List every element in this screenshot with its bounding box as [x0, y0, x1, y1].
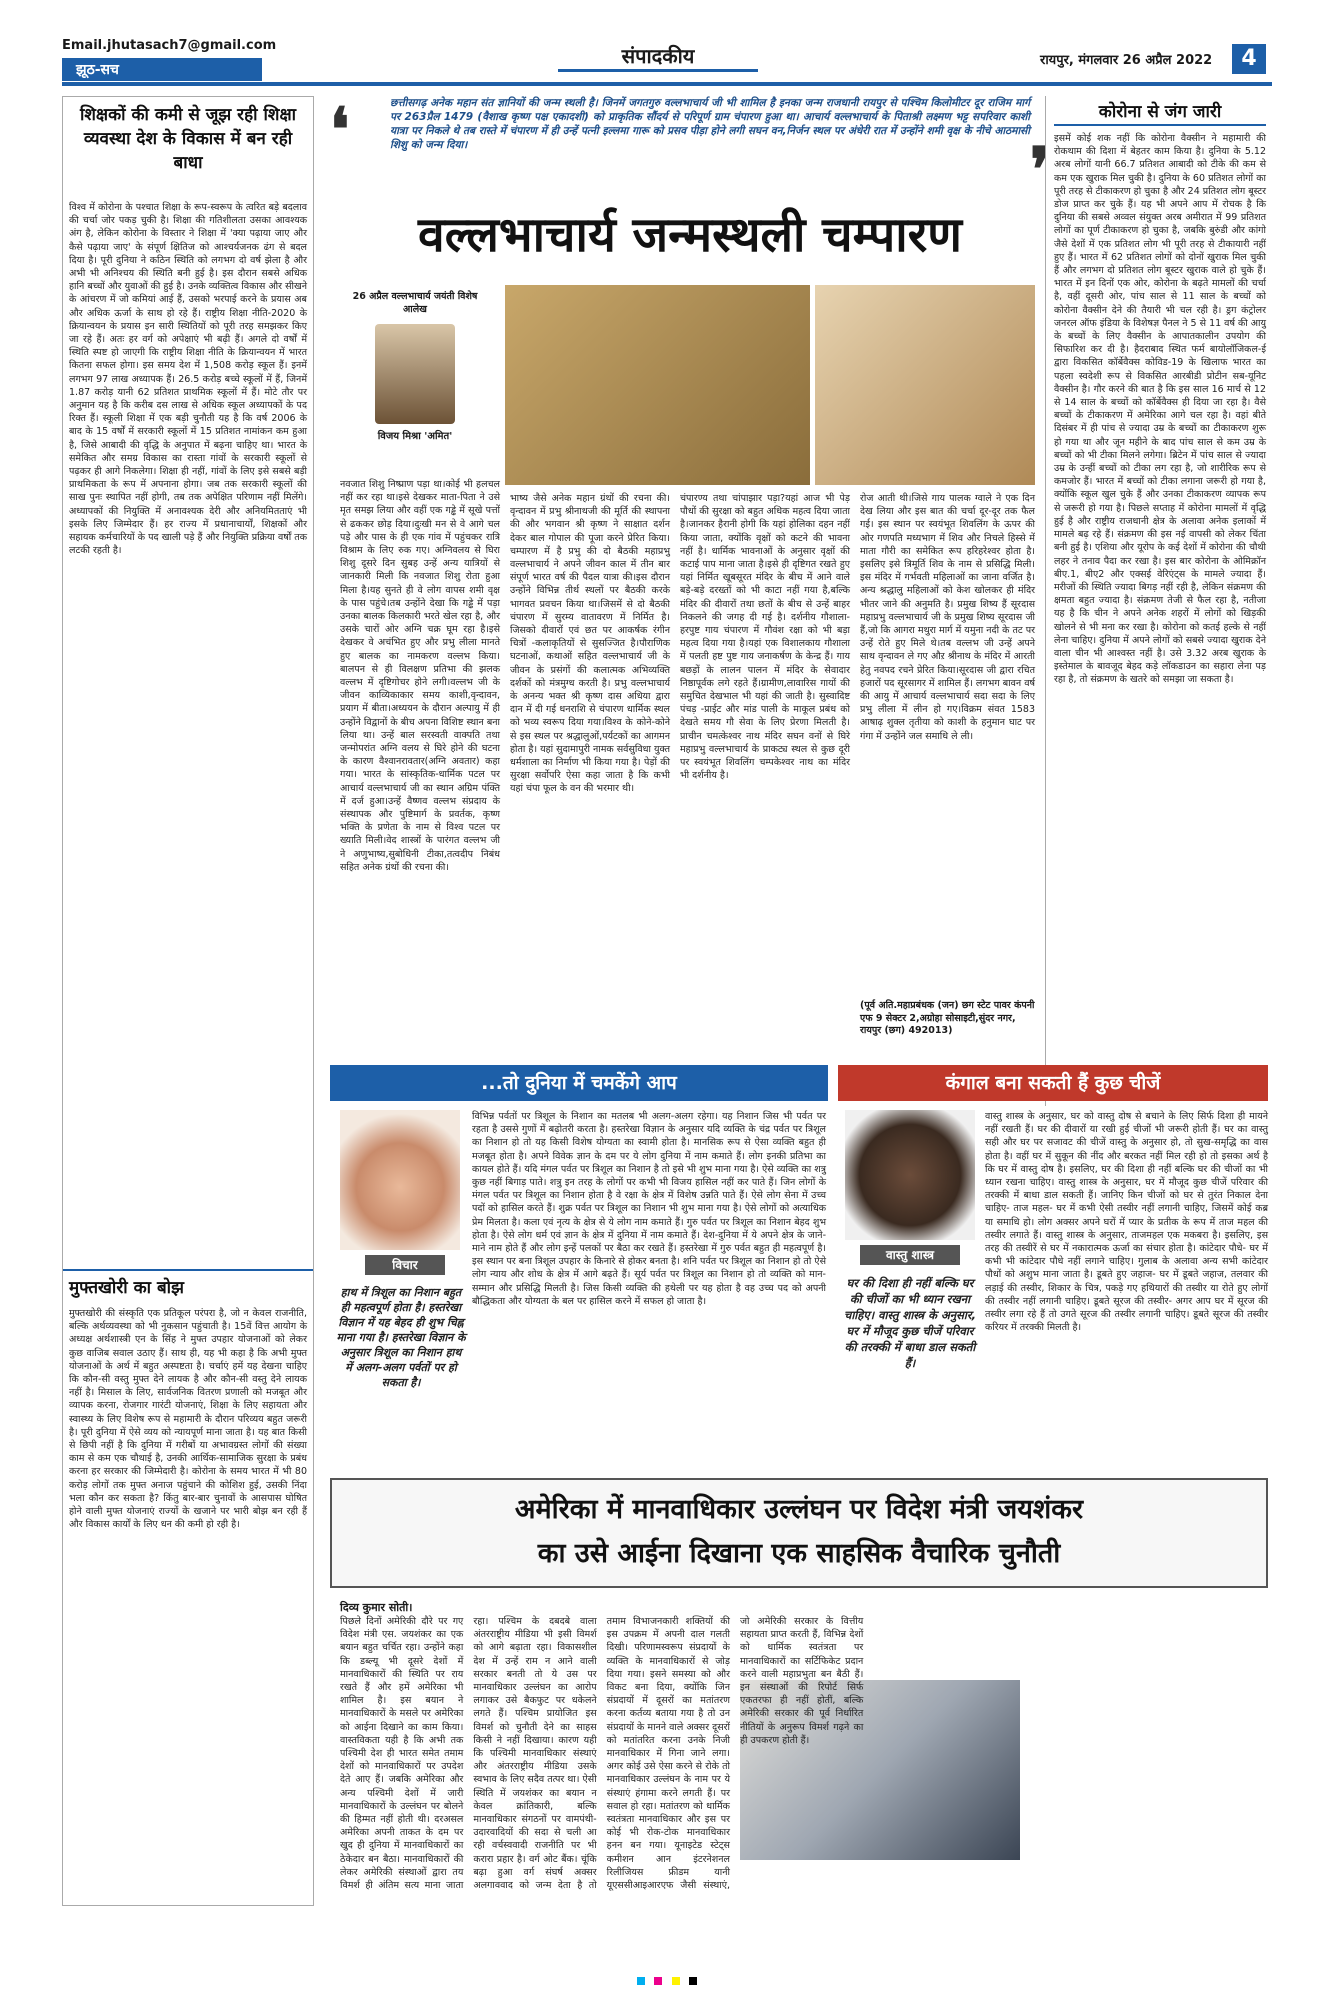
bottom-article-title-box [330, 1478, 1268, 1588]
author-photo [375, 324, 455, 424]
main-article-col-1: नवजात शिशु निष्प्राण पड़ा था।कोई भी हलचल नहीं कर रहा था।इसे देखकर माता-पिता ने उसे मृत समझ लिया और वहीं एक गड्ढे में सूखे पत्तों से ढककर छोड़ दिया।दुःखी मन से वे आगे चल पड़े और पास के ही एक गांव में पहुंचकर रात्रि विश्राम के लिए रुक गए। अग्निवलय से घिरा शिशु दूसरे दिन सुबह उन्हें अन्य यात्रियों से जानकारी मिली कि नवजात शिशु रोता हुआ मिला है।यह सुनते ही वे लोग वापस शमी वृक्ष के पास पहुंचे।तब उन्होंने देखा कि गड्ढे में पड़ा उनका बालक किलकारी भरते खेल रहा है, और उसके चारों ओर अग्नि चक्र घूम रहा है।इसे देखकर वे अचंभित हुए और प्रभु लीला मानते हुए बालक का नामकरण वल्लभ किया। बालपन से ही विलक्षण प्रतिभा की झलक वल्लभ में दृष्टिगोचर होने लगी।वल्लभ जी के जीवन काव्यिकाकार समय काशी,वृन्दावन, प्रयाग में बीता।अध्ययन के दौरान अल्पायु में ही उन्होंने विद्वानों के बीच अपना विशिष्ट स्थान बना लिया था। उन्हें बाल सरस्वती वाक्पति तथा जन्मोपरांत अग्नि वलय से घिरे होने की घटना के कारण वैश्वानरावतार(अग्नि अवतार) कहा गया। भारत के सांस्कृतिक-धार्मिक पटल पर आचार्य वल्लभाचार्य जी का स्थान अग्रिम पंक्ति में दर्ज हुआ।उन्हें वैष्णव वल्लभ संप्रदाय के संस्थापक और पुष्टिमार्ग के प्रवर्तक, कृष्ण भक्ति के प्रणेता के नाम से विश्व पटल पर ख्याति मिली।वेद शास्त्रों के पारंगत वल्लभ जी ने अणुभाष्य,सुबोधिनी टीका,तत्वदीप निबंध सहित अनेक ग्रंथों की रचना की। [340, 479, 500, 873]
bottom-article-title-line-1: अमेरिका में मानवाधिकार उल्लंघन पर विदेश मंत्री जयशंकर [514, 1494, 1084, 1525]
newspaper-logo: झूठ-सच [62, 58, 262, 81]
close-quote-icon: ❜ [1030, 135, 1050, 205]
middle-left-tag: विचार [365, 1255, 445, 1275]
author-address: (पूर्व अति.महाप्रबंधक (जन) छग स्टेट पावर कंपनी एफ 9 सेक्टर 2,अग्रोहा सोसाइटी,सुंदर नगर, रायपुर (छग) 492013) [860, 1000, 1035, 1036]
main-article-col-3: चंपारण्य तथा चांपाझार पड़ा?यहां आज भी पेड़ पौधों की सुरक्षा को बहुत अधिक महत्व दिया जाता है।जानकर हैरानी होगी कि यहां होलिका दहन नहीं किया जाता, क्योंकि वृक्षों को कटने की भावना नहीं है। धार्मिक भावनाओं के अनुसार वृक्षों की कटाई पाप माना जाता है।इसे ही दृष्टिगत रखते हुए यहां निर्मित खूबसूरत मंदिर के बीच में आने वाले बड़े-बड़े दरख्तों को भी काटा नहीं गया है,बल्कि मंदिर की दीवारों तथा छतों के बीच से उन्हें बाहर निकलने की जगह दी गई है। दर्शनीय गौशाला-हरपुष्ट गाय चंपारण में गौवंश रक्षा को भी बड़ा महत्व दिया गया है।यहां एक विशालकाय गौशाला में पलती हष्ट पुष्ट गाय जनाकर्षण के केन्द्र हैं। गाय बछड़ों के लालन पालन में मंदिर के सेवादार निष्ठापूर्वक लगे रहते हैं।ग्रामीण,लावारिस गायों की समुचित देखभाल भी यहां की जाती है। सुस्वादिष्ट पंचड़ -प्राईट और मांड पाली के माकूल प्रबंध को देखते समय गौ सेवा के लिए प्रेरणा मिलती है। प्राचीन चमत्केश्वर नाथ मंदिर सघन वनों से घिरे महाप्रभु वल्लभाचार्य के प्राकट्य स्थल से कुछ दूरी पर स्वयंभूत शिवलिंग चम्पकेश्वर नाथ का मंदिर भी दर्शनीय है। [680, 493, 850, 782]
header-email: Email.jhutasach7@gmail.com [62, 38, 277, 53]
main-article-title: वल्लभाचार्य जन्मस्थली चम्पारण [418, 207, 962, 263]
middle-left-body: विभिन्न पर्वतों पर त्रिशूल के निशान का मतलब भी अलग-अलग रहेगा। यह निशान जिस भी पर्वत पर रहता है उससे गुणों में बढ़ोतरी करता है। हस्तरेखा विज्ञान के अनुसार यदि व्यक्ति के चंद्र पर्वत पर त्रिशूल का निशान हो तो यह किसी विशेष योग्यता का स्वामी होता है। मानसिक रूप से ऐसा व्यक्ति बहुत ही मजबूत होता है। अपने विवेक ज्ञान के दम पर ये लोग दुनिया में नाम कमाते हैं। लोग इनकी प्रतिभा का कायल होते हैं। यदि मंगल पर्वत पर त्रिशूल का निशान है तो इसे भी शुभ माना गया है। ऐसे व्यक्ति का शत्रु कुछ नहीं बिगाड़ पाते। शत्रु इन तरह के लोगों पर कभी भी विजय हासिल नहीं कर पाते हैं। जिन लोगों के मंगल पर्वत पर त्रिशूल का निशान होता है वे रक्षा के क्षेत्र में विशेष उन्नति पाते हैं। ऐसे लोग सेना में उच्च पदों को हासिल करते हैं। शुक्र पर्वत पर त्रिशूल का निशान भी शुभ माना गया है। ऐसे लोगों को अत्याधिक प्रेम मिलता है। कला एवं नृत्य के क्षेत्र से ये लोग नाम कमाते हैं। गुरु पर्वत पर त्रिशूल का निशान बेहद शुभ होता है। ऐसे लोग धर्म एवं ज्ञान के क्षेत्र में दुनिया में नाम कमाते हैं। देश-दुनिया में ये अपने क्षेत्र के जाने-माने नाम होते हैं और लोग इन्हें पलकों पर बैठा कर रखते हैं। हस्तरेखा में गुरु पर्वत बहुत ही महत्वपूर्ण है। इस स्थान पर बना त्रिशूल उपहार के किनारे से होकर बनता है। शनि पर्वत पर त्रिशूल का निशान हो तो ऐसे लोग न्याय और शोध के क्षेत्र में आगे बढ़ते हैं। सूर्य पर्वत पर त्रिशूल का निशान हो तो व्यक्ति को मान-सम्मान और प्रसिद्धि मिलती है। जिस किसी व्यक्ति की हथेली पर यह होता है वह उच्च पद को अपनी बौद्धिकता और योग्यता के बल पर हासिल करने में सफल हो जाता है। [472, 1111, 826, 1307]
left-article-1-title: शिक्षकों की कमी से जूझ रही शिक्षा व्यवस्था देश के विकास में बन रही बाधा [79, 105, 297, 173]
bottom-article-title-line-2: का उसे आईना दिखाना एक साहसिक वैचारिक चुनौती [537, 1538, 1061, 1569]
bottom-article-author: दिव्य कुमार सोती। [340, 1601, 413, 1614]
main-article-col-2: भाष्य जैसे अनेक महान ग्रंथों की रचना की।वृन्दावन में प्रभु श्रीनाथजी की मूर्ति की स्थापना की और भगवान श्री कृष्ण ने साक्षात दर्शन देकर बाल गोपाल की पूजा करने प्रेरित किया। चम्पारण में है प्रभु की दो बैठकी महाप्रभु वल्लभाचार्य ने अपने जीवन काल में तीन बार संपूर्ण भारत वर्ष की पैदल यात्रा की।इस दौरान उन्होंने विभिन्न तीर्थ स्थलों पर बैठकी करके भागवत प्रवचन किया था।जिसमें से दो बैठकी चंपारण में सुरम्य वातावरण में निर्मित है। जिसको दीवारों एवं छत पर आकर्षक रंगीन चित्रों -कलाकृतियों से सुसज्जित है।पौराणिक घटनाओं, कथाओं सहित वल्लभाचार्य जी के जीवन के प्रसंगों की कलात्मक अभिव्यक्ति दर्शकों को मंत्रमुग्ध करती है। प्रभु वल्लभाचार्य के अनन्य भक्त श्री कृष्ण दास अधिया द्वारा दान में दी गई धनराशि से चंपारण धार्मिक स्थल को भव्य स्वरूप दिया गया।विश्व के कोने-कोने से इस स्थल पर श्रद्धालुओं,पर्यटकों का आगमन होता है। यहां सुदामापुरी नामक सर्वसुविधा युक्त धर्मशाला का निर्माण भी किया गया है। पेड़ों की सुरक्षा सर्वोपरि ऐसा कहा जाता है कि कभी यहां चंपा फूल के वन की भरमार थी। [510, 493, 670, 795]
left-article-2-title: मुफ्तखोरी का बोझ [69, 1278, 184, 1298]
temple-shrine-photo [815, 285, 1035, 485]
magenta-mark-icon [654, 1977, 662, 1985]
middle-left-banner: ...तो दुनिया में चमकेंगे आप [330, 1065, 828, 1101]
left-article-2-body: मुफ्तखोरी की संस्कृति एक प्रतिकूल परंपरा है, जो न केवल राजनीति, बल्कि अर्थव्यवस्था को भी नुकसान पहुंचाती है। 15वें वित्त आयोग के अध्यक्ष अर्थशास्त्री एन के सिंह ने मुफ्त उपहार योजनाओं को लेकर कुछ वाजिब सवाल उठाए हैं। साथ ही, यह भी कहा है कि अभी मुफ्त योजनाओं के अर्थ में बहुत अस्पष्टता है। चर्चाएं हमें यह देखना चाहिए कि कौन-सी वस्तु मुफ्त देने लायक है और कौन-सी वस्तु देने लायक नहीं है। मिसाल के लिए, सार्वजनिक वितरण प्रणाली को मजबूत और व्यापक करना, रोजगार गारंटी योजनाएं, शिक्षा के लिए सहायता और स्वास्थ्य के लिए विशेष रूप से महामारी के दौरान परिव्यय बहुत जरूरी है। पूरी दुनिया में ऐसे व्यय को न्यायपूर्ण माना जाता है। यह बात किसी से छिपी नहीं है कि दुनिया में गरीबों या अभावग्रस्त लोगों की संख्या काम से कम एक चौथाई है, उनकी आर्थिक-सामाजिक सुरक्षा के प्रबंध करना हर सरकार की जिम्मेदारी है। कोरोना के समय भारत में भी 80 करोड़ लोगों तक मुफ्त अनाज पहुंचाने की कोशिश हुई, उसकी निंदा भला कौन कर सकता है? किंतु बार-बार चुनावों के आसपास घोषित होने वाली मुफ्त योजनाएं राज्यों के खजाने पर भारी बोझ बन रही हैं और विकास कार्यों के लिए धन की कमी हो रही है। [69, 1308, 307, 1531]
middle-left-caption: हाथ में त्रिशूल का निशान बहुत ही महत्वपूर्ण होता है। हस्तरेखा विज्ञान में यह बेहद ही शुभ चिह्न माना गया है। हस्तरेखा विज्ञान के अनुसार त्रिशूल का निशान हाथ में अलग-अलग पर्वतों पर हो सकता है। [336, 1286, 466, 1389]
author-block [340, 290, 490, 470]
right-column [1045, 96, 1271, 1106]
black-mark-icon [689, 1977, 697, 1985]
author-name: विजय मिश्रा 'अमित' [377, 431, 453, 442]
temple-gate-photo [505, 285, 810, 485]
article-kicker: 26 अप्रैल वल्लभाचार्य जयंती विशेष आलेख [352, 291, 478, 315]
bottom-article-body-right [1030, 1600, 1268, 1905]
main-article-col-4: रोज आती थी।जिसे गाय पालक ग्वाले ने एक दिन देख लिया और इस बात की चर्चा दूर-दूर तक फैल गई। इस स्थान पर स्वयंभूत शिवलिंग के ऊपर की ओर गणपति मध्यभाग में शिव और निचले हिस्से में माता गौरी का समेकित रूप हरिहरेश्वर होता है। इसलिए इसे त्रिमूर्ति शिव के नाम से प्रसिद्धि मिली।इस मंदिर में गर्भवती महिलाओं का जाना वर्जित है।अन्य श्रद्धालु महिलाओं को केश खोलकर ही मंदिर भीतर जाने की अनुमति है। प्रमुख शिष्य हैं सूरदास महाप्रभु वल्लभाचार्य जी के प्रमुख शिष्य सूरदास जी हैं,जो कि आगरा मथुरा मार्ग में यमुना नदी के तट पर उन्हें रोते हुए मिले थे।तब वल्लभ जी उन्हें अपने साथ वृन्दावन ले गए औऱ श्रीनाथ के मंदिर में आरती हेतु नवपद रचने प्रेरित किया।सूरदास जी द्वारा रचित हजारों पद सूरसागर में शामिल हैं। लगभग बावन वर्ष की आयु में आचार्य वल्लभाचार्य सदा सदा के लिए प्रभु लीला में लीन हो गए।विक्रम संवत 1583 आषाढ़ शुक्ल तृतीया को काशी के हनुमान घाट पर गंगा में उन्होंने जल समाधि ले ली। [860, 493, 1035, 742]
quote-intro: छत्तीसगढ़ अनेक महान संत ज्ञानियों की जन्म स्थली है। जिनमें जगतगुरु वल्लभाचार्य जी भी शामिल है इनका जन्म राजधानी रायपुर से पश्चिम किलोमीटर दूर राजिम मार्ग पर 263प्रैल 1479 (वैशाख कृष्ण पक्ष एकादशी) को प्राकृतिक सौंदर्य से परिपूर्ण ग्राम चंपारण हुआ था। आचार्य वल्लभाचार्य के पिताश्री लक्ष्मण भट्ट सपरिवार काशी यात्रा पर निकले थे तब रास्ते में चंपारण में ही उन्हें पत्नी इल्लमा गारू को प्रसव पीड़ा होने लगी सघन वन,निर्जन स्थल पर अंधेरी रात में उन्होंने शमी वृक्ष के नीचे आठमासी शिशु को जन्म दिया। [390, 97, 1030, 151]
section-title: संपादकीय [558, 42, 758, 72]
palm-photo [340, 1110, 460, 1250]
wallet-photo [845, 1110, 975, 1240]
right-article-title: कोरोना से जंग जारी [1054, 100, 1266, 126]
left-column [62, 96, 314, 1906]
right-article-body: इसमें कोई शक नहीं कि कोरोना वैक्सीन ने महामारी की रोकथाम की दिशा में बेहतर काम किया है। दुनिया के 5.12 अरब लोगों यानी 66.7 प्रतिशत आबादी को टीके की कम से कम एक खुराक मिल चुकी है। दुनिया के 60 प्रतिशत लोगों का पूरी तरह से टीकाकरण हो चुका है और 24 प्रतिशत लोग बूस्टर डोज प्राप्त कर चुके हैं। यह भी अपने आप में रोचक है कि दुनिया की सबसे अव्वल संयुक्त अरब अमीरात में 99 प्रतिशत लोगों का पूर्ण टीकाकरण हो चुका है, जबकि बुरुंडी और कांगो जैसे देशों में एक प्रतिशत लोग भी पूरी तरह से टीकायारी नहीं हुए हैं। भारत में 62 प्रतिशत लोगों को दोनों खुराक मिल चुकी हैं और लगभग दो प्रतिशत लोग बूस्टर खुराक वाले हो चुके हैं। भारत में इन दिनों एक ओर, कोरोना के बढ़ते मामलों की चर्चा है, वहीं दूसरी ओर, पांच साल से 11 साल के बच्चों को कोरोना वैक्सीन देने की तैयारी भी चल रही है। ड्रग कंट्रोलर जनरल ऑफ इंडिया के विशेषज्ञ पैनल ने 5 से 11 वर्ष की आयु के बच्चों के लिए वैक्सीन के आपातकालीन उपयोग की सिफारिश कर दी है। हैदराबाद स्थित फर्म बायोलॉजिकल-ई द्वारा विकसित कॉर्बेवैक्स कोविड-19 के खिलाफ भारत का पहला स्वदेशी रूप से विकसित आरबीडी प्रोटीन सब-यूनिट वैक्सीन है। गौर करने की बात है कि इस साल 16 मार्च से 12 से 14 साल के बच्चों को कॉर्बेवैक्स ही दिया जा रहा है। वैसे बच्चों के टीकाकरण में अमेरिका आगे चल रहा है। वहां बीते दिसंबर में ही पांच से ज्यादा उम्र के बच्चों का टीकाकरण शुरू हो गया था और जून महीने के बाद पांच साल से कम उम्र के बच्चों को भी टीका मिलने लगेगा। ब्रिटेन में पांच साल से ज्यादा उम्र के उन्हीं बच्चों को टीका लग रहा है, जो शारीरिक रूप से कमजोर हैं। भारत में बच्चों को टीका लगाना जरूरी हो गया है, क्योंकि स्कूल खुल चुके हैं और उनका टीकाकरण व्यापक रूप से जरूरी हो गया है। पिछले सप्ताह में कोरोना मामलों में वृद्धि हुई है और राष्ट्रीय राजधानी क्षेत्र के अलावा अनेक इलाकों में मामले बढ़ रहे हैं। संक्रमण की इस नई वापसी को लेकर चिंता बनी हुई है। एशिया और यूरोप के कई देशों में कोरोना की चौथी लहर ने तनाव पैदा कर रखा है। इस बार कोरोना के ओमिक्रॉन बीए.1, बीए2 और एक्सई वेरिएंट्स के मामले ज्यादा हैं। मरीजों की स्थिति ज्यादा बिगड़ नहीं रही है, लेकिन संक्रमण की क्षमता बहुत ज्यादा है। संक्रमण तेजी से फैल रहा है, नतीजा यह है कि चीन ने अपने अनेक शहरों में लोगों को खिड़की खोलने से भी मना कर रखा है। कोरोना को कतई हल्के से नहीं लेना चाहिए। दुनिया में अपने लोगों को सबसे ज्यादा खुराक देने वाला चीन भी आश्वस्त नहीं है। उसे 3.32 अरब खुराक के इस्तेमाल के बावजूद बेहद कड़े लॉकडाउन का सहारा लेना पड़ रहा है, तो संक्रमण के खतरे को समझा जा सकता है। [1054, 133, 1267, 686]
header-rule [62, 82, 1272, 86]
middle-right-caption: घर की दिशा ही नहीं बल्कि घर की चीजों का भी ध्यान रखना चाहिए। वास्तु शास्त्र के अनुसार, घर में मौजूद कुछ चीजें परिवार की तरक्की में बाधा डाल सकती हैं। [844, 1276, 976, 1370]
middle-right-body: वास्तु शास्त्र के अनुसार, घर को वास्तु दोष से बचाने के लिए सिर्फ दिशा ही मायने नहीं रखती हैं। घर की दीवारों या रखी हुई चीजों भी जरूरी होती हैं। घर का वास्तु सही और घर पर सजावट की चीजें वास्तु के अनुसार हो, तो सुख-समृद्धि का वास होता है। वहीं घर में सुकून की नींद और बरकत नहीं मिल रही हो तो इसका अर्थ है कि घर में वास्तु दोष है। इसलिए, घर की दिशा ही नहीं बल्कि घर की चीजों का भी ध्यान रखना चाहिए। वास्तु शास्त्र के अनुसार, घर में मौजूद कुछ चीजें परिवार की तरक्की में बाधा डाल सकती हैं। जानिए किन चीजों को घर से तुरंत निकाल देना चाहिए- ताज महल- घर में कभी ऐसी तस्वीर नहीं लगानी चाहिए, जिसमें कोई कब्र या समाधि हो। लोग अक्सर अपने घरों में प्यार के प्रतीक के रूप में ताज महल की तस्वीर लगाते हैं। वास्तु शास्त्र के अनुसार, ताजमहल एक मकबरा है। इसलिए, इस तरह की तस्वीरें से घर में नकारात्मक ऊर्जा का संचार होता है। कांटेदार पौधे- घर में कभी भी कांटेदार पौधे नहीं लगाने चाहिए। गुलाब के अलावा अन्य सभी कांटेदार पौधों को अशुभ माना जाता है। डूबते हुए जहाज- घर में डूबते जहाज, तलवार की लड़ाई की तस्वीर, शिकार के चित्र, पकड़े गए हथियारों की तस्वीर या रोते हुए लोगों की तस्वीर नहीं लगानी चाहिए। डूबते सूरज की तस्वीर- अगर आप घर में सूरज की तस्वीर लगा रहे हैं तो उगते सूरज की तस्वीर लगानी चाहिए। डूबते सूरज की तस्वीर करियर में तरक्की मिलती है। [985, 1111, 1268, 1334]
open-quote-icon: ❛ [330, 95, 350, 165]
middle-right-banner: कंगाल बना सकती हैं कुछ चीजें [838, 1065, 1268, 1101]
bottom-article-body-left: पिछले दिनों अमेरिकी दौरे पर गए विदेश मंत्री एस. जयशंकर का एक बयान बहुत चर्चित रहा। उन्होंने कहा कि डब्ल्यू भी दूसरे देशों में मानवाधिकारों की स्थिति पर राय रखते हैं और हमें अमेरिका भी शामिल है। इस बयान ने मानवाधिकारों के मसले पर अमेरिका को आईना दिखाने का काम किया। वास्तविकता यही है कि अभी तक पश्चिमी देश ही भारत समेत तमाम देशों को मानवाधिकारों पर उपदेश देते आए हैं। जबकि अमेरिका और अन्य पश्चिमी देशों में जारी मानवाधिकारों के उल्लंघन पर बोलने की हिम्मत नहीं होती थी। दरअसल अमेरिका अपनी ताकत के दम पर खुद ही दुनिया में मानवाधिकारों का ठेकेदार बन बैठा। मानवाधिकारों की लेकर अमेरिकी संस्थाओं द्वारा तय विमर्श ही अंतिम सत्य माना जाता रहा। पश्चिम के दबदबे वाला अंतरराष्ट्रीय मीडिया भी इसी विमर्श को आगे बढ़ाता रहा। विकासशील देश में उन्हें राम न आने वाली सरकार बनती तो ये उस पर मानवाधिकार उल्लंघन का आरोप लगाकर उसे बैकफुट पर धकेलने लगते हैं। पश्चिम प्रायोजित इस विमर्श को चुनौती देने का साहस किसी ने नहीं दिखाया। कारण यही कि पश्चिमी मानवाधिकार संस्थाएं और अंतरराष्ट्रीय मीडिया उसके स्वभाव के लिए सदैव तत्पर था। ऐसी स्थिति में जयशंकर का बयान न केवल क्रांतिकारी, बल्कि मानवाधिकार संगठनों पर वामपंथी-उदारवादियों की सदा से चली आ रही वर्चस्ववादी राजनीति पर भी करारा प्रहार है। वर्ग ओट बैंक। चूंकि बढ़ा हुआ वर्ग संघर्ष अक्सर अलगाववाद को जन्म देता है तो तमाम विभाजनकारी शक्तियों की इस उपक्रम में अपनी दाल गलती दिखी। परिणामस्वरूप संप्रदायों के व्यक्ति के मानवाधिकारों से जोड़ दिया गया। इसने समस्या को और विकट बना दिया, क्योंकि जिन संप्रदायों में दूसरों का मतांतरण करना कर्तव्य बताया गया है तो उन संप्रदायों के मानने वाले अक्सर दूसरों को मतांतरित करना उनके निजी मानवाधिकार में गिना जाने लगा। अगर कोई उसे ऐसा करने से रोके तो मानवाधिकार उल्लंघन के नाम पर ये संस्थाएं हंगामा करने लगती हैं। पर सवाल हो रहा। मतांतरण को धार्मिक स्वतंत्रता मानवाधिकार और इस पर कोई भी रोक-टोक मानवाधिकार हनन बन गया। यूनाइटेड स्टेट्स कमीशन आन इंटरनेशनल रिलीजियस फ्रीडम यानी यूएससीआइआरएफ जैसी संस्थाएं, जो अमेरिकी सरकार के वित्तीय सहायता प्राप्त करती हैं, विभिन्न देशों को धार्मिक स्वतंत्रता पर मानवाधिकारों का सर्टिफिकेट प्रदान करने वाली महाप्रभुता बन बैठी हैं। [340, 1616, 864, 1892]
middle-right-tag: वास्तु शास्त्र [860, 1245, 960, 1265]
issue-date: रायपुर, मंगलवार 26 अप्रैल 2022 [1040, 53, 1213, 68]
left-article-1-body: विश्व में कोरोना के पश्चात शिक्षा के रूप-स्वरूप के त्वरित बड़े बदलाव की चर्चा जोर पकड़ चुकी है। शिक्षा की गतिशीलता उसका आवश्यक अंग है, लेकिन कोरोना के विस्तार ने शिक्षा में 'क्या पढ़ाया जाए और कैसे पढ़ाया जाए' के संपूर्ण क्षितिज को आश्चर्यजनक ढंग से बदल दिया है। पूरी दुनिया ने कठिन स्थिति को लगभग दो वर्ष झेला है और अभी भी अनिश्चय की स्थिति बनी हुई है। इस दौरान सबसे अधिक हानि बच्चों और युवाओं की हुई है। उनके व्यक्तित्व विकास और सीखने के आंचरण में जो कमियां आई हैं, उसको भरपाई करने के प्रयास अब और अधिक ऊर्जा के साथ हो रहे हैं। राष्ट्रीय शिक्षा नीति-2020 के क्रियान्वयन के प्रयास इन सारी स्थितियों को पूरी तरह समझकर किए जा रहे हैं। अतः हर वर्ग को अपेक्षाएं भी बढ़ी हैं। अगले दो वर्षों में स्थिति स्पष्ट हो जाएगी कि राष्ट्रीय शिक्षा नीति के क्रियान्वयन में भारत कितना सफल होगा। इस समय देश में 1,508 करोड़ स्कूल हैं। इनमें लगभग 97 लाख अध्यापक हैं। 26.5 करोड़ बच्चे स्कूलों में हैं, जिनमें 1.87 करोड़ यानी 62 प्रतिशत प्राथमिक स्कूलों में हैं। मोटे तौर पर अनुमान यह है कि करीब दस लाख से अधिक स्कूल अध्यापकों के पद रिक्त हैं। स्कूली शिक्षा में एक बड़ी चुनौती यह है कि वर्ष 2006 के बाद के 15 वर्षों में सरकारी स्कूलों में 15 प्रतिशत नामांकन कम हुआ है, जिसे आबादी की वृद्धि के अनुपात में बढ़ना चाहिए था। भारत के समेकित और समग्र विकास का रास्ता गांवों के सरकारी स्कूलों से पढ़कर ही आगे निकलेगा। शिक्षा ही नहीं, गांवों के लिए इसे सबसे बड़ी प्राथमिकता के रूप में अपनाना होगा। जब तक सरकारी स्कूलों की साख पुनः स्थापित नहीं होगी, तब तक अपेक्षित परिणाम नहीं मिलेंगे। अध्यापकों की नियुक्ति में अनावश्यक देरी और अनियमितताएं भी इसके लिए जिम्मेदार हैं। हर राज्य में प्रधानाचार्यों, शिक्षकों और सहायक कर्मचारियों के पद खाली पड़े हैं और नियुक्ति प्रक्रिया वर्षों तक लटकी रहती है। [69, 202, 307, 557]
left-divider [63, 1269, 313, 1271]
cyan-mark-icon [637, 1977, 645, 1985]
page-number: 4 [1232, 44, 1266, 74]
yellow-mark-icon [672, 1977, 680, 1985]
footer-color-marks [62, 1970, 1272, 1980]
